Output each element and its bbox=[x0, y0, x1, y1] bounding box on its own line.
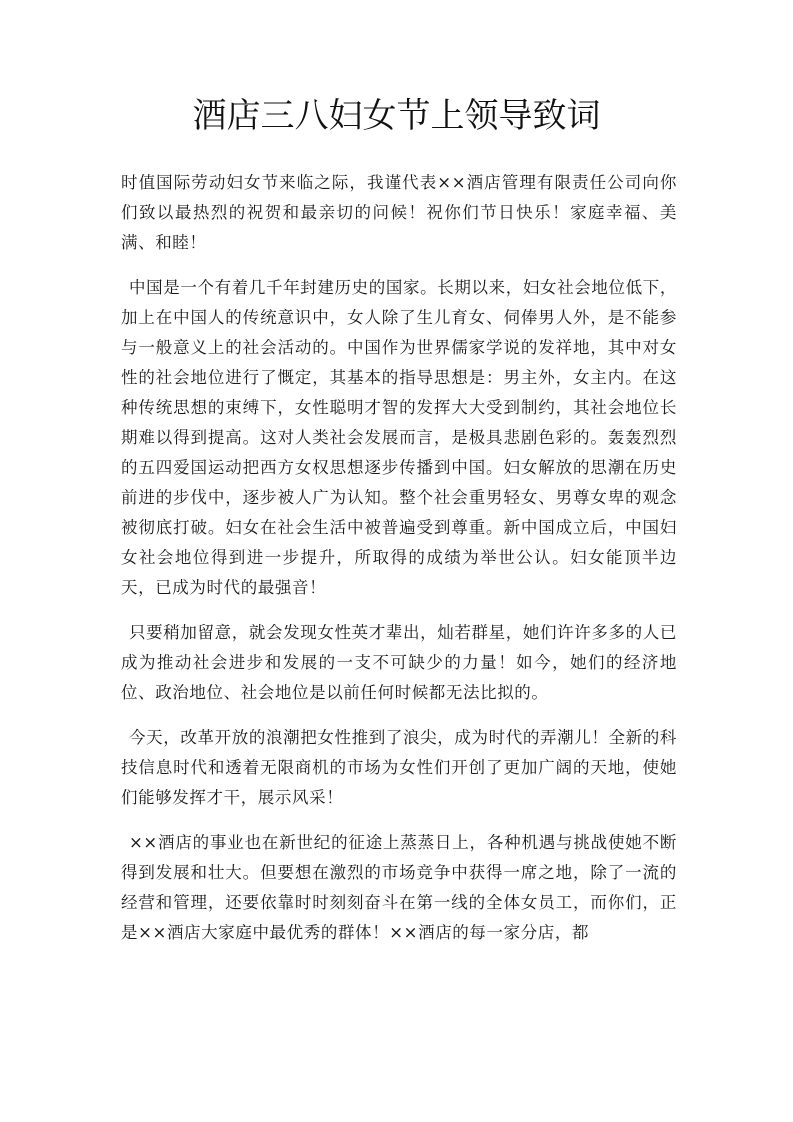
paragraph-greeting: 时值国际劳动妇女节来临之际，我谨代表××酒店管理有限责任公司向你们致以最热烈的祝贺和最亲切的问候！祝你们节日快乐！家庭幸福、美满、和睦！ bbox=[121, 173, 677, 252]
paragraph-talents: 只要稍加留意，就会发现女性英才辈出，灿若群星，她们许许多多的人已成为推动社会进步和发展的一支不可缺少的力量！如今，她们的经济地位、政治地位、社会地位是以前任何时候都无法比拟的。 bbox=[121, 623, 677, 702]
document-title: 酒店三八妇女节上领导致词 bbox=[192, 96, 601, 136]
paragraph-reform: 今天，改革开放的浪潮把女性推到了浪尖，成为时代的弄潮儿！全新的科技信息时代和透着无限商机的市场为女性们开创了更加广阔的天地，使她们能够发挥才干，展示风采！ bbox=[121, 728, 677, 807]
document-body bbox=[121, 168, 677, 963]
paragraph-hotel: ××酒店的事业也在新世纪的征途上蒸蒸日上，各种机遇与挑战使她不断得到发展和壮大。但要想在激烈的市场竞争中获得一席之地，除了一流的经营和管理，还要依靠时时刻刻奋斗在第一线的全体女员工，而你们，正是××酒店大家庭中最优秀的群体！××酒店的每一家分店，都 bbox=[121, 833, 677, 942]
paragraph-history: 中国是一个有着几千年封建历史的国家。长期以来，妇女社会地位低下，加上在中国人的传统意识中，女人除了生儿育女、伺俸男人外，是不能参与一般意义上的社会活动的。中国作为世界儒家学说的发祥地，其中对女性的社会地位进行了慨定，其基本的指导思想是：男主外，女主内。在这种传统思想的束缚下，女性聪明才智的发挥大大受到制约，其社会地位长期难以得到提高。这对人类社会发展而言，是极具悲剧色彩的。轰轰烈烈的五四爱国运动把西方女权思想逐步传播到中国。妇女解放的思潮在历史前进的步伐中，逐步被人广为认知。整个社会重男轻女、男尊女卑的观念被彻底打破。妇女在社会生活中被普遍受到尊重。新中国成立后，中国妇女社会地位得到进一步提升，所取得的成绩为举世公认。妇女能顶半边天，已成为时代的最强音！ bbox=[121, 278, 677, 597]
